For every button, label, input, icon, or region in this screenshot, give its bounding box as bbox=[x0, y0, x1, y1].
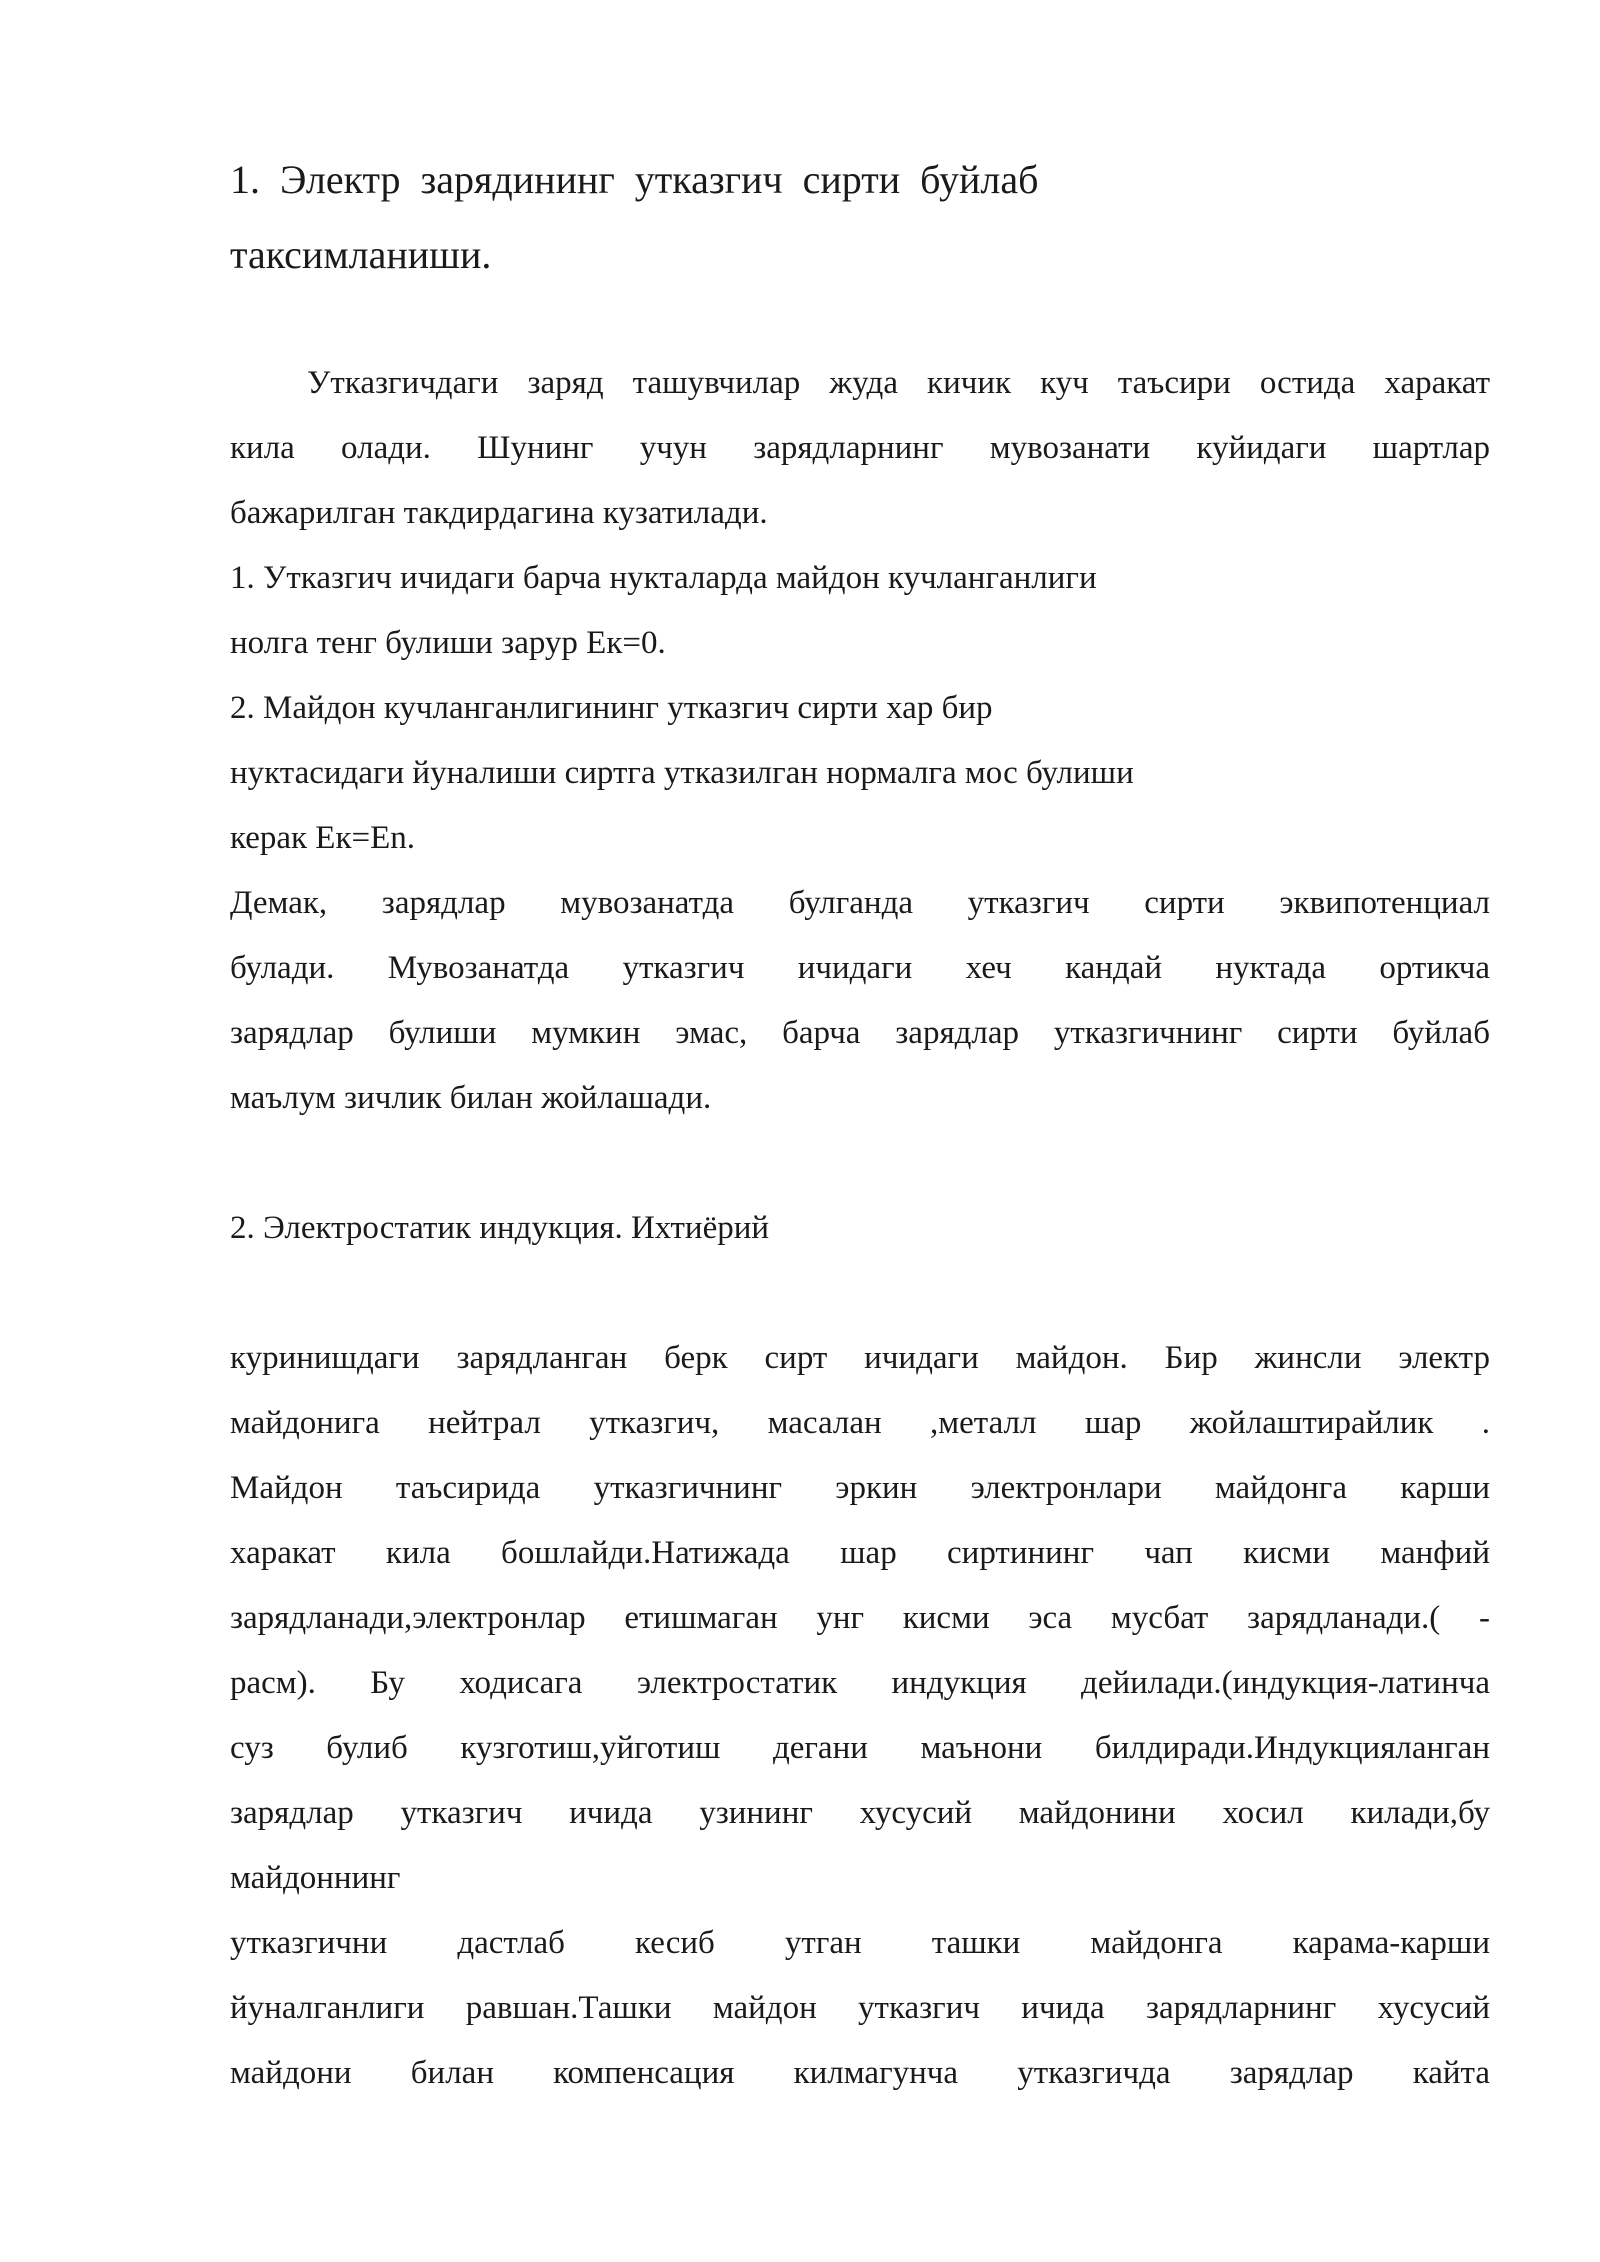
section-2-body-line: утказгични дастлаб кесиб утган ташки майдонга карама-карши bbox=[230, 1925, 1490, 1961]
section-2-body-line: куринишдаги зарядланган берк сирт ичидаги майдон. Бир жинсли электр bbox=[230, 1340, 1490, 1376]
conclusion-line: зарядлар булиши мумкин эмас, барча зарядлар утказгичнинг сирти буйлаб bbox=[230, 1015, 1490, 1051]
paragraph-line: бажарилган такдирдагина кузатилади. bbox=[230, 495, 768, 531]
section-2-body-line: харакат кила бошлайди.Натижада шар сиртининг чап кисми манфий bbox=[230, 1535, 1490, 1571]
paragraph-line: кила олади. Шунинг учун зарядларнинг мувозанати куйидаги шартлар bbox=[230, 430, 1490, 466]
section-2-body-line: майдони билан компенсация килмагунча утказгичда зарядлар кайта bbox=[230, 2055, 1490, 2091]
section-1-title-line-2: таксимланиши. bbox=[230, 232, 492, 277]
section-1-title-line-1: 1. Электр зарядининг утказгич сирти буйлаб bbox=[230, 157, 1039, 202]
condition-1-line: нолга тенг булиши зарур Ек=0. bbox=[230, 625, 666, 661]
condition-1-line: 1. Утказгич ичидаги барча нукталарда майдон кучланганлиги bbox=[230, 560, 1097, 596]
section-2-body-line: майдоннинг bbox=[230, 1860, 401, 1896]
section-2-body-line: суз булиб кузготиш,уйготиш дегани маънони билдиради.Индукцияланган bbox=[230, 1730, 1490, 1766]
section-2-title: 2. Электростатик индукция. Ихтиёрий bbox=[230, 1210, 770, 1246]
conclusion-line: Демак, зарядлар мувозанатда булганда утказгич сирти эквипотенциал bbox=[230, 885, 1490, 921]
section-2-body-line: майдонига нейтрал утказгич, масалан ,металл шар жойлаштирайлик . bbox=[230, 1405, 1490, 1441]
section-2-body-line: зарядлар утказгич ичида узининг хусусий майдонини хосил килади,бу bbox=[230, 1795, 1490, 1831]
paragraph-line: Утказгичдаги заряд ташувчилар жуда кичик куч таъсири остида харакат bbox=[307, 365, 1490, 401]
section-2-body-line: расм). Бу ходисага электростатик индукция дейилади.(индукция-латинча bbox=[230, 1665, 1490, 1701]
section-2-body-line: Майдон таъсирида утказгичнинг эркин электронлари майдонга карши bbox=[230, 1470, 1490, 1506]
conclusion-line: булади. Мувозанатда утказгич ичидаги хеч кандай нуктада ортикча bbox=[230, 950, 1490, 986]
condition-2-line: нуктасидаги йуналиши сиртга утказилган нормалга мос булиши bbox=[230, 755, 1134, 791]
conclusion-line: маълум зичлик билан жойлашади. bbox=[230, 1080, 712, 1116]
condition-2-line: керак Ек=En. bbox=[230, 820, 415, 856]
condition-2-line: 2. Майдон кучланганлигининг утказгич сирти хар бир bbox=[230, 690, 993, 726]
section-2-body-line: зарядланади,электронлар етишмаган унг кисми эса мусбат зарядланади.( - bbox=[230, 1600, 1490, 1636]
section-2-body-line: йуналганлиги равшан.Ташки майдон утказгич ичида зарядларнинг хусусий bbox=[230, 1990, 1490, 2026]
